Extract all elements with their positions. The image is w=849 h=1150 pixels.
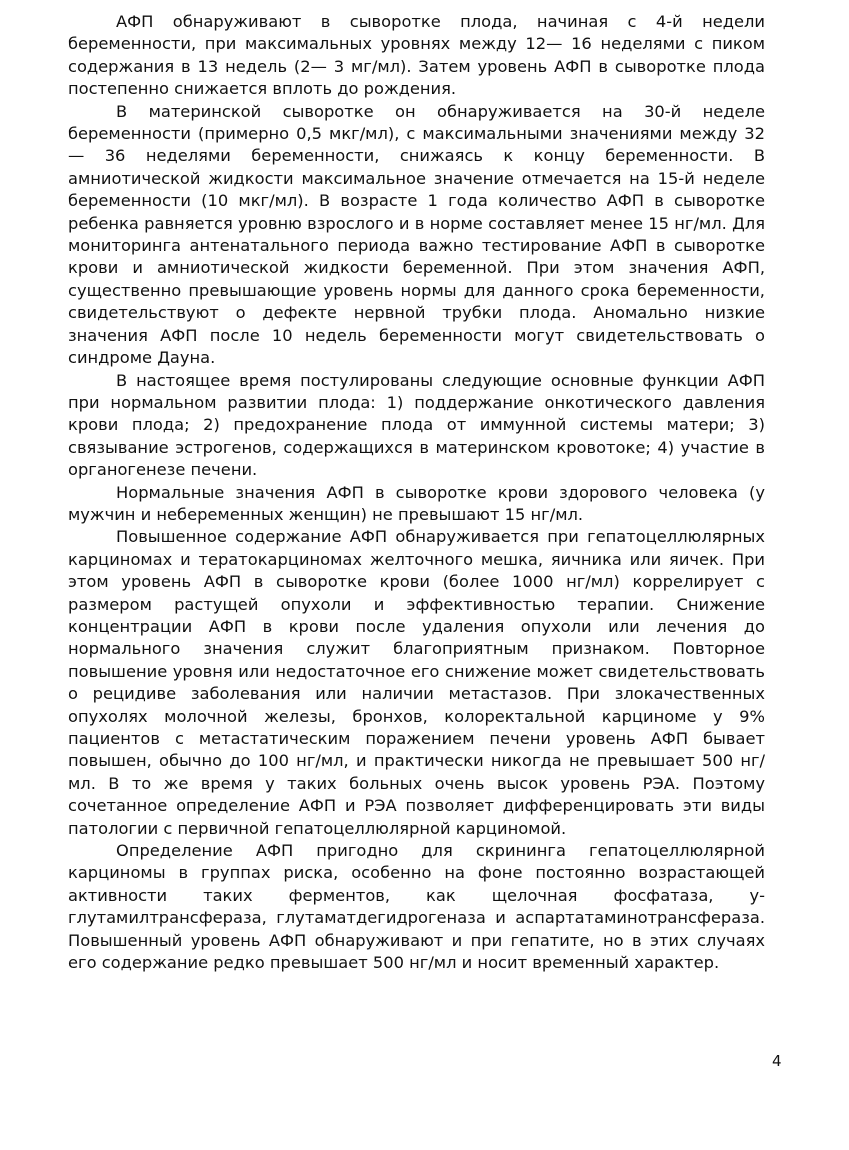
paragraph-maternal-serum-afp: В материнской сыворотке он обнаруживается на 30-й неделе беременности (примерно 0,5 мкг/мл), с максимальными значениями между 32— 36 неделями беременности, снижаясь к концу беременности. В амниотической жидкости максимальное значение отмечается на 15-й неделе беременности (10 мкг/мл). В возрасте 1 года количество АФП в сыворотке ребенка равняется уровню взрослого и в норме составляет менее 15 нг/мл. Для мониторинга антенатального периода важно тестирование АФП в сыворотке крови и амниотической жидкости беременной. При этом значения АФП, существенно превышающие уровень нормы для данного срока беременности, свидетельствуют о дефекте нервной трубки плода. Аномально низкие значения АФП после 10 недель беременности могут свидетельствовать о синдроме Дауна. (68, 101, 765, 368)
paragraph-screening: Определение АФП пригодно для скрининга гепатоцеллюлярной карциномы в группах риска, особенно на фоне постоянно возрастающей активности таких ферментов, как щелочная фосфатаза, у-глутамилтрансфераза, глутаматдегидрогеназа и аспартатаминотрансфераза. Повышенный уровень АФП обнаруживают и при гепатите, но в этих случаях его содержание редко превышает 500 нг/мл и носит временный характер. (68, 841, 765, 973)
paragraph-afp-functions: В настоящее время постулированы следующие основные функции АФП при нормальном развитии плода: 1) поддержание онкотического давления крови плода; 2) предохранение плода от иммунной системы матери; 3) связывание эстрогенов, содержащихся в материнском кровотоке; 4) участие в органогенезе печени. (68, 370, 765, 480)
body-text (68, 11, 765, 974)
paragraph-fetal-serum-afp: АФП обнаруживают в сыворотке плода, начиная с 4-й недели беременности, при максимальных уровнях между 12— 16 неделями с пиком содержания в 13 недель (2— 3 мг/мл). Затем уровень АФП в сыворотке плода постепенно снижается вплоть до рождения. (68, 12, 765, 99)
page-number: 4 (772, 1052, 782, 1070)
paragraph-elevated-afp: Повышенное содержание АФП обнаруживается при гепатоцеллюлярных карциномах и тератокарциномах желточного мешка, яичника или яичек. При этом уровень АФП в сыворотке крови (более 1000 нг/мл) коррелирует с размером растущей опухоли и эффективностью терапии. Снижение концентрации АФП в крови после удаления опухоли или лечения до нормального значения служит благоприятным признаком. Повторное повышение уровня или недостаточное его снижение может свидетельствовать о рецидиве заболевания или наличии метастазов. При злокачественных опухолях молочной железы, бронхов, колоректальной карциноме у 9% пациентов с метастатическим поражением печени уровень АФП бывает повышен, обычно до 100 нг/мл, и практически никогда не превышает 500 нг/мл. В то же время у таких больных очень высок уровень РЭА. Поэтому сочетанное определение АФП и РЭА позволяет дифференцировать эти виды патологии с первичной гепатоцеллюлярной карциномой. (68, 527, 765, 838)
paragraph-normal-values: Нормальные значения АФП в сыворотке крови здорового человека (у мужчин и небеременных женщин) не превышают 15 нг/мл. (68, 482, 765, 524)
